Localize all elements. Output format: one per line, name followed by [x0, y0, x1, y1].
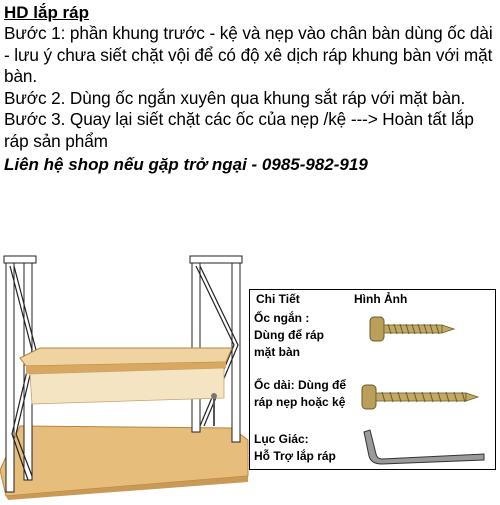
- step-1: Bước 1: phần khung trước - kệ và nẹp vào chân bàn dùng ốc dài - lưu ý chưa siết chặt vội để có độ xê dịch ráp khung bàn với mặt bàn.: [4, 23, 493, 86]
- step-2: Bước 2. Dùng ốc ngắn xuyên qua khung sắt ráp với mặt bàn.: [4, 87, 466, 108]
- short-screw-icon: [368, 314, 456, 344]
- part-label-short-screw: Ốc ngắn : Dùng để ráp mặt bàn: [254, 311, 325, 359]
- long-screw-icon: [360, 382, 480, 412]
- instruction-text: [4, 2, 498, 176]
- contact-line: Liên hệ shop nếu gặp trở ngại - 0985-982-919: [4, 155, 368, 174]
- hex-key-icon: [360, 426, 490, 466]
- parts-header-image: Hình Ảnh: [354, 292, 408, 306]
- part-label-hex-key: Lục Giác: Hỗ Trợ lắp ráp: [254, 432, 336, 463]
- parts-table: [249, 289, 496, 470]
- part-label-long-screw: Ốc dài: Dùng để ráp nẹp hoặc kệ: [254, 378, 347, 409]
- instruction-title: HD lắp ráp: [4, 3, 90, 22]
- shelf-illustration: [0, 250, 250, 500]
- shelf-drawing: [0, 250, 250, 500]
- parts-header-name: Chi Tiết: [256, 292, 300, 306]
- step-3: Bước 3. Quay lại siết chặt các ốc của nẹp /kệ ---> Hoàn tất lắp ráp sản phẩm: [4, 109, 474, 151]
